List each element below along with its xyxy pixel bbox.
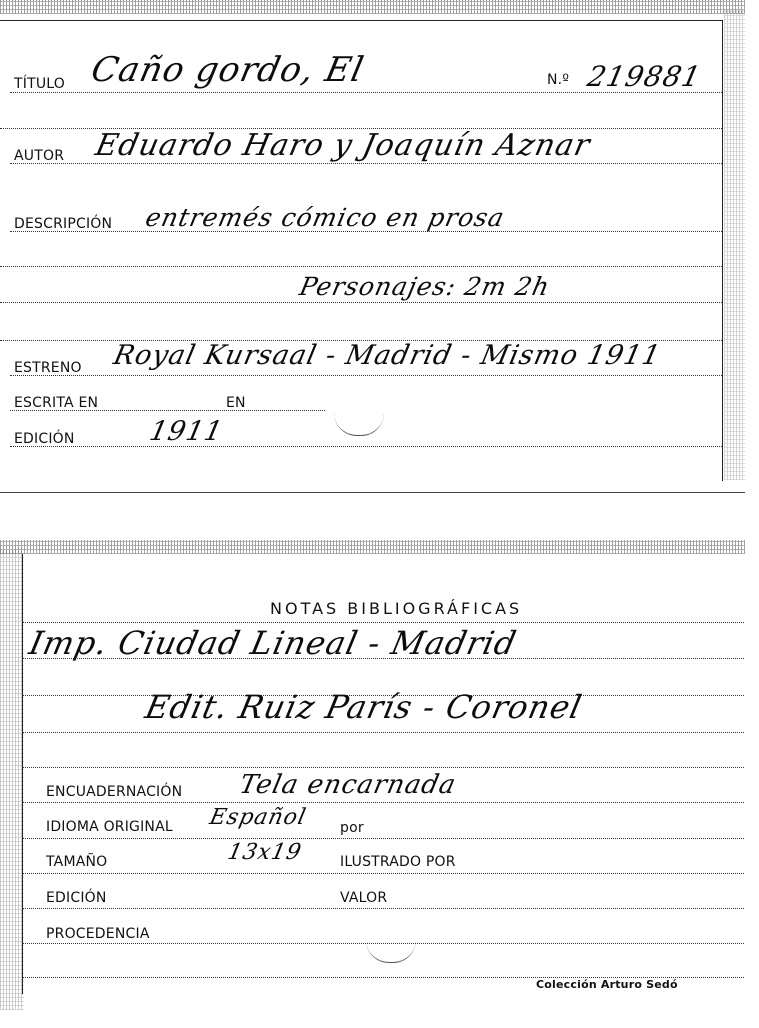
label-numero: N.º xyxy=(547,72,570,88)
label-descripcion: DESCRIPCIÓN xyxy=(14,216,113,232)
rule xyxy=(10,375,722,376)
heading-notas-bibliograficas: NOTAS BIBLIOGRÁFICAS xyxy=(270,599,523,618)
value-encuadernacion: Tela encarnada xyxy=(236,770,460,800)
note-line-1: Imp. Ciudad Lineal - Madrid xyxy=(25,624,521,662)
card-separator xyxy=(0,492,745,493)
label-estreno: ESTRENO xyxy=(14,360,82,376)
label-valor: VALOR xyxy=(340,890,388,906)
value-titulo: Caño gordo, El xyxy=(87,50,368,90)
scan-noise-top xyxy=(0,0,745,14)
label-por: por xyxy=(340,820,364,836)
rule xyxy=(22,732,744,733)
rule xyxy=(22,908,744,909)
rule xyxy=(0,266,722,267)
value-edicion: 1911 xyxy=(146,416,227,447)
catalog-card-top xyxy=(0,0,745,492)
note-line-2: Edit. Ruiz París - Coronel xyxy=(141,688,586,726)
value-tamano: 13x19 xyxy=(225,840,305,865)
rule xyxy=(22,622,744,623)
scan-noise-top xyxy=(0,540,745,554)
rule xyxy=(22,838,744,839)
value-idioma-original: Español xyxy=(207,805,309,830)
rule xyxy=(10,163,722,164)
value-estreno: Royal Kursaal - Madrid - Mismo 1911 xyxy=(110,340,664,371)
label-tamano: TAMAÑO xyxy=(46,854,108,870)
label-en: EN xyxy=(226,395,246,411)
label-procedencia: PROCEDENCIA xyxy=(46,926,150,942)
rule xyxy=(10,446,722,447)
label-idioma-original: IDIOMA ORIGINAL xyxy=(46,819,173,835)
scan-noise-left xyxy=(0,550,24,1010)
footer-coleccion: Colección Arturo Sedó xyxy=(536,978,678,991)
scan-noise-right xyxy=(724,10,745,480)
label-escrita-en: ESCRITA EN xyxy=(14,395,99,411)
rule xyxy=(0,302,722,303)
label-autor: AUTOR xyxy=(14,148,65,164)
label-encuadernacion: ENCUADERNACIÓN xyxy=(46,784,183,800)
rule xyxy=(22,873,744,874)
value-numero: 219881 xyxy=(584,60,705,93)
rule xyxy=(22,767,744,768)
label-edicion: EDICIÓN xyxy=(46,890,107,906)
label-edicion: EDICIÓN xyxy=(14,431,75,447)
label-titulo: TÍTULO xyxy=(14,76,65,92)
label-ilustrado-por: ILUSTRADO POR xyxy=(340,854,456,870)
rule xyxy=(22,802,744,803)
value-autor: Eduardo Haro y Joaquín Aznar xyxy=(92,128,594,163)
value-personajes: Personajes: 2m 2h xyxy=(296,272,553,301)
value-descripcion: entremés cómico en prosa xyxy=(142,203,508,232)
catalog-card-bottom xyxy=(0,540,745,1010)
